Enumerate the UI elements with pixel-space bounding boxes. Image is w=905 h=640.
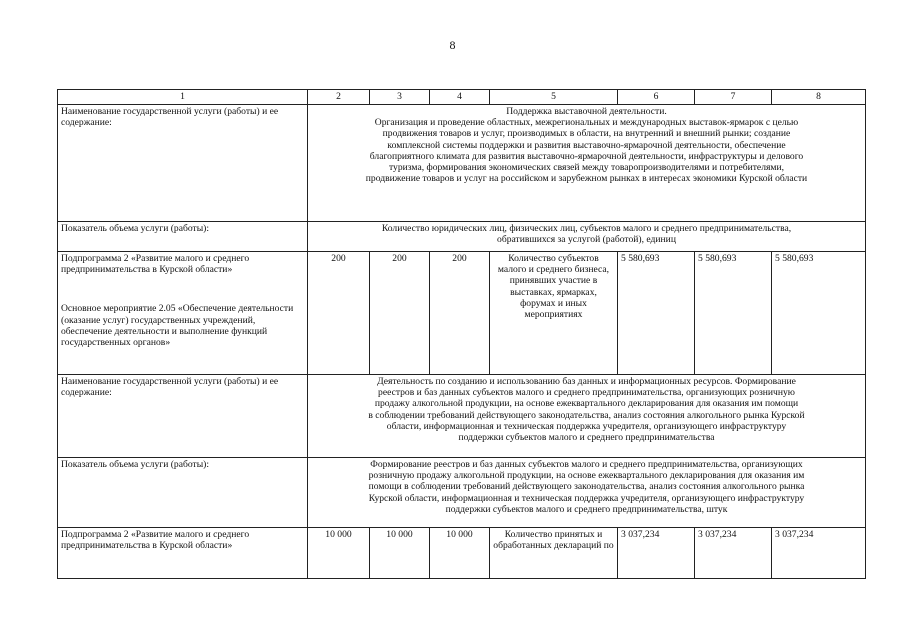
indicator-label: Показатель объема услуги (работы): <box>58 222 308 252</box>
indicator-name: Количество принятых и обработанных деклараций по <box>490 528 618 579</box>
column-header-8: 8 <box>772 90 866 105</box>
table-row <box>58 252 866 375</box>
value-col4: 200 <box>430 252 490 375</box>
service-line: Организация и проведение областных, межрегиональных и международных выставок-ярмарок с целью <box>374 117 799 129</box>
service-line: туризма, формирования экономических связей между товаропроизводителями и потребителями, <box>388 162 784 174</box>
column-header-6: 6 <box>618 90 695 105</box>
subprogram-cell <box>58 252 308 375</box>
indicator-line: Курской области, информационная и техническая поддержка учредителя, организующего инфраструктуру <box>368 492 805 504</box>
indicator-name: Количество субъектов малого и среднего бизнеса, принявших участие в выставках, ярмарках, форумах и иных мероприятиях <box>490 252 618 375</box>
table-row <box>58 105 866 222</box>
service-line: продвижение товаров и услуг на российском и зарубежном рынках в интересах экономики Курской области <box>365 173 808 185</box>
indicator-label: Показатель объема услуги (работы): <box>58 458 308 528</box>
value-col3: 10 000 <box>370 528 430 579</box>
column-header-4: 4 <box>430 90 490 105</box>
service-line: благоприятного климата для развития выставочно-ярмарочной деятельности, инфраструктуры и делового <box>369 150 804 162</box>
service-description <box>308 375 866 458</box>
value-col6: 3 037,234 <box>618 528 695 579</box>
value-col7: 3 037,234 <box>695 528 772 579</box>
indicator-line: поддержки субъектов малого и среднего предпринимательства, штук <box>445 503 728 515</box>
value-col7: 5 580,693 <box>695 252 772 375</box>
column-header-7: 7 <box>695 90 772 105</box>
table-row <box>58 458 866 528</box>
service-line: продвижения товаров и услуг, производимых в области, на внутренний и внешний рынки; создание <box>382 128 791 140</box>
column-header-2: 2 <box>308 90 370 105</box>
column-numbers-row <box>58 90 866 105</box>
indicator-description <box>308 222 866 252</box>
value-col8: 5 580,693 <box>772 252 866 375</box>
table-row <box>58 528 866 579</box>
service-line: продажу алкогольной продукции, на основе ежеквартального декларирования для оказания им помощи <box>374 398 799 410</box>
indicator-line: Количество юридических лиц, физических лиц, субъектов малого и среднего предпринимательства, <box>381 223 792 234</box>
column-header-1: 1 <box>58 90 308 105</box>
indicator-line: помощи в соблюдении требований действующего законодательства, анализ состояния алкогольного рынка <box>368 481 805 493</box>
page-number: 8 <box>449 38 456 52</box>
service-line: реестров и баз данных субъектов малого и среднего предпринимательства, организующих розничную <box>378 387 795 399</box>
value-col8: 3 037,234 <box>772 528 866 579</box>
value-col6: 5 580,693 <box>618 252 695 375</box>
service-line: поддержки субъектов малого и среднего предпринимательства <box>458 432 715 444</box>
table-row <box>58 375 866 458</box>
service-description <box>308 105 866 222</box>
service-name-label: Наименование государственной услуги (работы) и ее содержание: <box>58 375 308 458</box>
indicator-line: розничную продажу алкогольной продукции, на основе ежеквартального декларирования для оказания им <box>368 470 805 482</box>
column-header-5: 5 <box>490 90 618 105</box>
indicator-line: Формирование реестров и баз данных субъектов малого и среднего предпринимательства, организующих <box>370 459 803 470</box>
indicator-line: обратившихся за услугой (работой), единиц <box>497 234 676 246</box>
main-measure: Основное мероприятие 2.05 «Обеспечение деятельности (оказание услуг) государственных учреждений, обеспечение деятельности и выполнение функций государственных органов» <box>61 303 294 349</box>
service-line: области, информационная и техническая поддержка учредителя, организующего инфраструктуру <box>386 420 787 432</box>
subprogram-name: Подпрограмма 2 «Развитие малого и среднего предпринимательства в Курской области» <box>61 253 250 276</box>
value-col2: 200 <box>308 252 370 375</box>
value-col2: 10 000 <box>308 528 370 579</box>
service-line: в соблюдении требований действующего законодательства, анализ состояния алкогольного рынка Курской <box>368 409 805 421</box>
service-name-label: Наименование государственной услуги (работы) и ее содержание: <box>58 105 308 222</box>
subprogram-name: Подпрограмма 2 «Развитие малого и среднего предпринимательства в Курской области» <box>58 528 308 579</box>
service-line: Деятельность по созданию и использованию баз данных и информационных ресурсов. Формирование <box>377 376 796 387</box>
column-header-3: 3 <box>370 90 430 105</box>
service-line: Поддержка выставочной деятельности. <box>506 106 667 117</box>
table-row <box>58 222 866 252</box>
value-col4: 10 000 <box>430 528 490 579</box>
indicator-description <box>308 458 866 528</box>
state-task-table <box>57 89 866 579</box>
value-col3: 200 <box>370 252 430 375</box>
service-line: комплексной системы поддержки и развития выставочно-ярмарочной деятельности, обеспечение <box>387 139 786 151</box>
spacer <box>61 275 304 303</box>
